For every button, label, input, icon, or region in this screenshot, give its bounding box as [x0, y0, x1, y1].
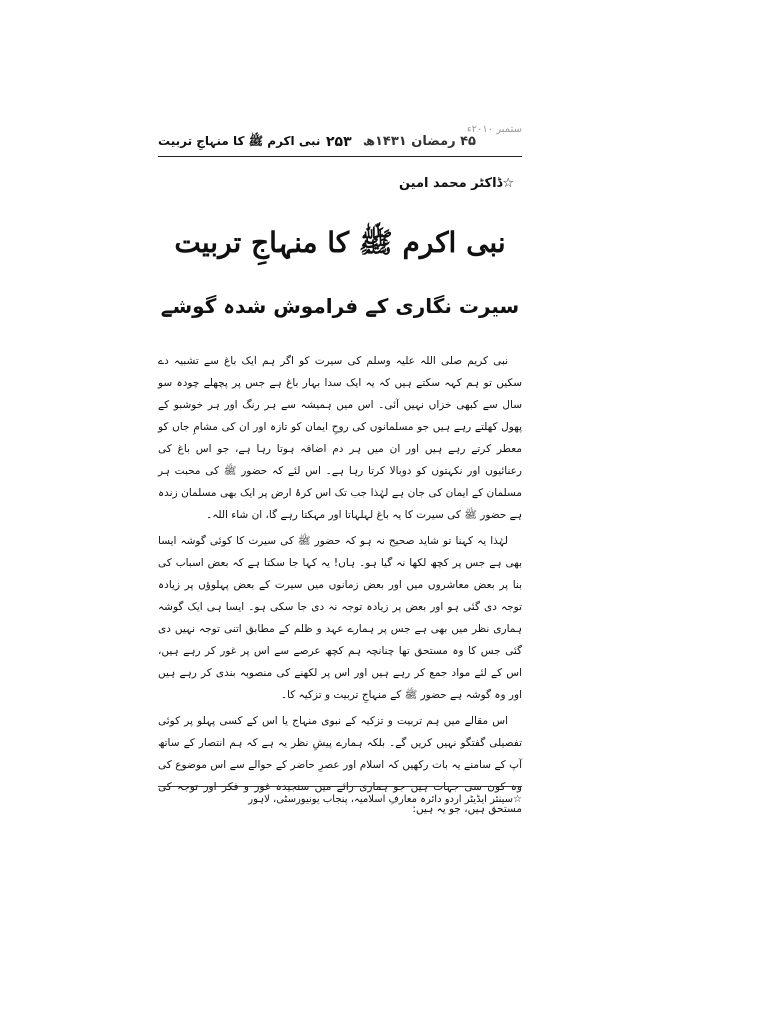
article-body — [158, 350, 522, 824]
author-name: ☆ڈاکٹر محمد امین — [398, 176, 514, 191]
journal-date: ستمبر ۲۰۱۰ء — [466, 124, 522, 135]
header-divider — [158, 156, 522, 157]
paragraph: اس مقالے میں ہم تربیت و تزکیہ کے نبوی منہاج یا اس کے کسی پہلو پر کوئی تفصیلی گفتگو نہیں کریں گے۔ بلکہ ہمارے پیشِ نظر یہ ہے کہ ہم انتصار کے ساتھ آپ کے سامنے یہ بات رکھیں کہ اسلام اور عصرِ حاضر کے حوالے سے اس موضوع کی وہ کون سی جہات ہیں جو ہماری رائے میں سنجیدہ غور و فکر اور توجہ کی مستحق ہیں، جو یہ ہیں: — [158, 715, 522, 815]
article-title: نبی اکرم ﷺ کا منہاجِ تربیت — [174, 226, 506, 259]
footnote: ☆سینئر ایڈیٹر اردو دائرہ معارفِ اسلامیہ، پنجاب یونیورسٹی، لاہور — [248, 794, 522, 805]
page-number: ۲۵۳ — [326, 134, 352, 150]
page-header — [158, 120, 522, 156]
paragraph: نبی کریم صلی اللہ علیہ وسلم کی سیرت کو اگر ہم ایک باغ سے تشبیہ دے سکیں تو ہم کہہ سکتے ہیں کہ یہ ایک سدا بہار باغ ہے جس پر پچھلے چودہ سو سال سے کبھی خزاں نہیں آئی۔ اس میں ہمیشہ سے ہر رنگ اور ہر خوشبو کے پھول کھلتے رہے ہیں جو مسلمانوں کی روحِ ایمان کو تازہ اور ان کی مشامِ جاں کو معطر کرتے رہے ہیں اور ان میں ہر دم اضافہ ہوتا رہا ہے، جو اس باغ کی رعنائیوں اور نکہتوں کو دوبالا کرتا رہا ہے۔ اس لئے کہ حضور ﷺ کی محبت ہر مسلمان کے ایمان کی جان ہے لہٰذا جب تک اس کرۂ ارض پر ایک بھی مسلمان زندہ ہے حضور ﷺ کی سیرت کا یہ باغ لہلہاتا اور مہکتا رہے گا، ان شاء اللہ۔ — [158, 355, 522, 521]
issue-info: ۴۵ رمضان ۱۴۳۱ھ — [362, 134, 476, 149]
article-subtitle: سیرت نگاری کے فراموش شدہ گوشے — [160, 294, 520, 318]
paragraph: لہٰذا یہ کہنا تو شاید صحیح نہ ہو کہ حضور ﷺ کی سیرت کا کوئی گوشہ ایسا بھی ہے جس پر کچھ لکھا نہ گیا ہو۔ ہاں! یہ کہا جا سکتا ہے کہ بعض اسباب کی بنا پر بعض معاشروں میں اور بعض زمانوں میں سیرت کے بعض پہلوؤں پر زیادہ توجہ دی گئی ہو اور بعض پر زیادہ توجہ نہ دی جا سکی ہو۔ ایسا ہی ایک گوشہ ہماری نظر میں بھی ہے جس پر ہمارے عہد و ظلم کے مطابق اتنی توجہ نہیں دی گئی جس کا وہ مستحق تھا چنانچہ ہم کچھ عرصے سے اس پر غور کر رہے ہیں، اس کے لئے مواد جمع کر رہے ہیں اور اس پر لکھنے کی منصوبہ بندی کر رہے ہیں اور وہ گوشہ ہے حضور ﷺ کے منہاجِ تربیت و تزکیہ کا۔ — [158, 535, 522, 701]
running-title: نبی اکرم ﷺ کا منہاجِ تربیت — [158, 134, 321, 148]
footnote-divider — [158, 786, 522, 787]
